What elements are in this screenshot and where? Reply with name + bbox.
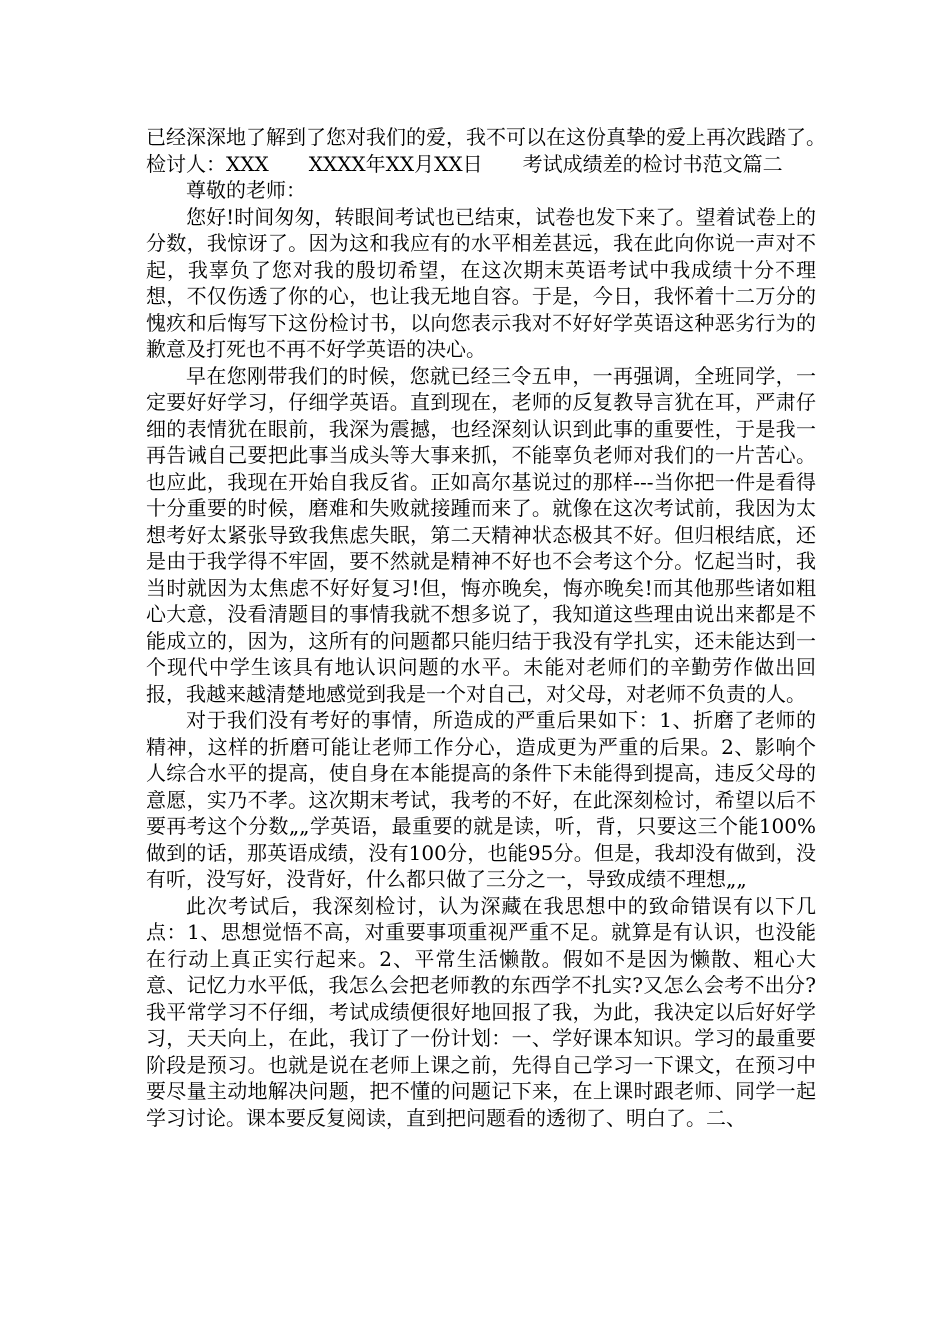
paragraph-greeting: 您好!时间匆匆，转眼间考试也已结束，试卷也发下来了。望着试卷上的分数，我惊讶了。因为这和我应有的水平相差甚远，我在此向你说一声对不起，我辜负了您对我的殷切希望，在这次期末英语考试中我成绩十分不理想，不仅伤透了你的心，也让我无地自容。于是，今日，我怀着十二万分的愧疚和后悔写下这份检讨书，以向您表示我对不好好学英语这种恶劣行为的歉意及打死也不再不好学英语的决心。 <box>146 204 816 361</box>
paragraph-consequences: 对于我们没有考好的事情，所造成的严重后果如下：1、折磨了老师的精神，这样的折磨可能让老师工作分心，造成更为严重的后果。2、影响个人综合水平的提高，使自身在本能提高的条件下未能得到提高，违反父母的意愿，实乃不孝。这次期末考试，我考的不好，在此深刻检讨，希望以后不要再考这个分数„„学英语，最重要的就是读，听，背，只要这三个能100%做到的话，那英语成绩，没有100分，也能95分。但是，我却没有做到，没有听，没写好，没背好，什么都只做了三分之一，导致成绩不理想„„ <box>146 708 816 891</box>
paragraph-plan: 此次考试后，我深刻检讨，认为深藏在我思想中的致命错误有以下几点：1、思想觉悟不高，对重要事项重视严重不足。就算是有认识，也没能在行动上真正实行起来。2、平常生活懒散。假如不是因为懒散、粗心大意、记忆力水平低，我怎么会把老师教的东西学不扎实?又怎么会考不出分?我平常学习不仔细，考试成绩便很好地回报了我，为此，我决定以后好好学习，天天向上，在此，我订了一份计划：一、学好课本知识。学习的最重要阶段是预习。也就是说在老师上课之前，先得自己学习一下课文，在预习中要尽量主动地解决问题，把不懂的问题记下来，在上课时跟老师、同学一起学习讨论。课本要反复阅读，直到把问题看的透彻了、明白了。二、 <box>146 893 816 1130</box>
paragraph-salutation: 尊敬的老师： <box>186 178 306 202</box>
document-body <box>146 124 856 1131</box>
paragraph-closing-line: 已经深深地了解到了您对我们的爱，我不可以在这份真挚的爱上再次践踏了。 检讨人：XXX XXXX年XX月XX日 考试成绩差的检讨书范文篇二 <box>146 125 856 176</box>
paragraph-reflection: 早在您刚带我们的时候，您就已经三令五申，一再强调，全班同学，一定要好好学习，仔细学英语。直到现在，老师的反复教导言犹在耳，严肃仔细的表情犹在眼前，我深为震撼，也经深刻认识到此事的重要性，于是我一再告诫自己要把此事当成头等大事来抓，不能辜负老师对我们的一片苦心。也应此，我现在开始自我反省。正如高尔基说过的那样---当你把一件是看得十分重要的时候，磨难和失败就接踵而来了。就像在这次考试前，我因为太想考好太紧张导致我焦虑失眠，第二天精神状态极其不好。但归根结底，还是由于我学得不牢固，要不然就是精神不好也不会考这个分。忆起当时，我当时就因为太焦虑不好好复习!但，悔亦晚矣，悔亦晚矣!而其他那些诸如粗心大意，没看清题目的事情我就不想多说了，我知道这些理由说出来都是不能成立的，因为，这所有的问题都只能归结于我没有学扎实，还未能达到一个现代中学生该具有地认识问题的水平。未能对老师们的辛勤劳作做出回报，我越来越清楚地感觉到我是一个对自己，对父母，对老师不负责的人。 <box>146 363 816 706</box>
